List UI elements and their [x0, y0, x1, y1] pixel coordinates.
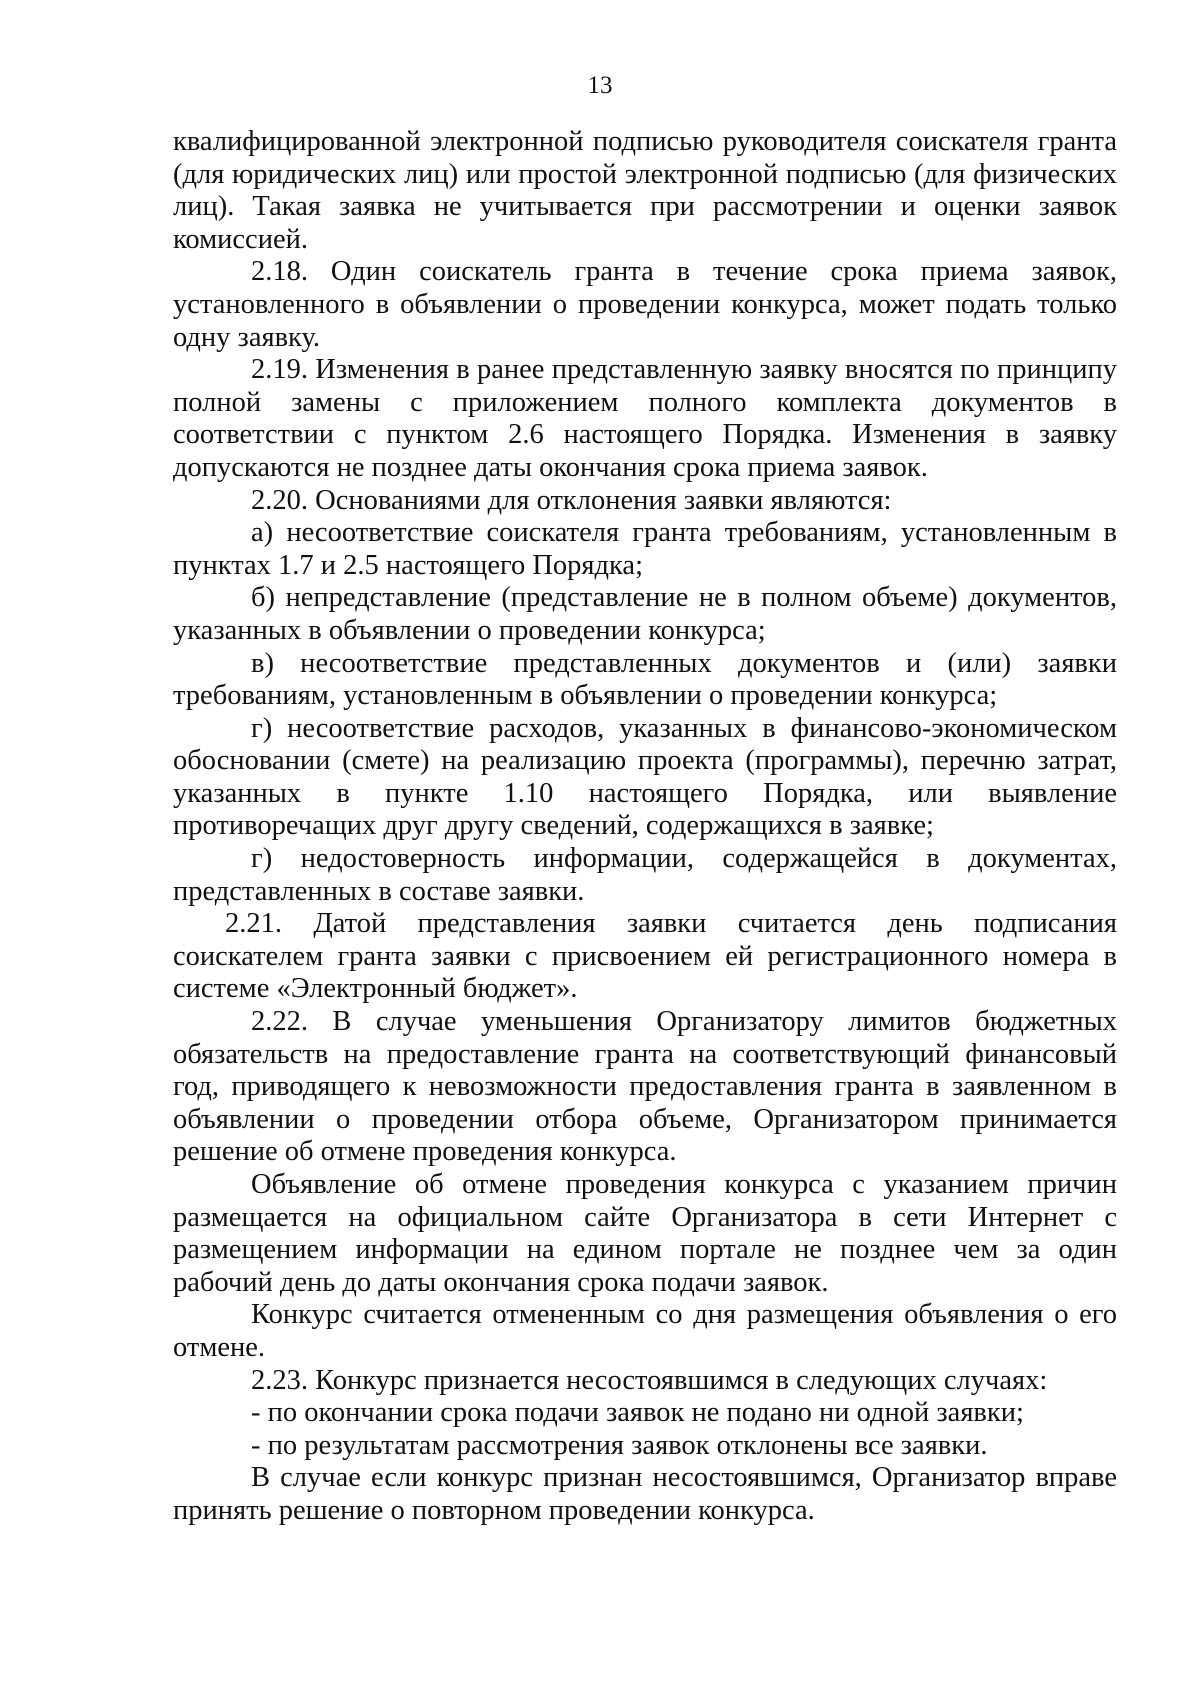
paragraph-2-20: 2.20. Основаниями для отклонения заявки являются: [251, 484, 892, 516]
paragraph-2-23-case-1: - по окончании срока подачи заявок не подано ни одной заявки; [251, 1397, 1024, 1429]
paragraph-2-20-v: в) несоответствие представленных документов и (или) заявки требованиям, установленным в объявлении о проведении конкурса; [173, 647, 1117, 712]
paragraph-2-20-a: а) несоответствие соискателя гранта требованиям, установленным в пунктах 1.7 и 2.5 настоящего Порядка; [173, 517, 1117, 581]
paragraph-2-20-g-second: г) недостоверность информации, содержащейся в документах, представленных в составе заявки. [173, 843, 1117, 907]
document-body [173, 126, 1117, 1528]
paragraph-repeat-contest: В случае если конкурс признан несостоявшимся, Организатор вправе принять решение о повторном проведении конкурса. [173, 1462, 1117, 1526]
paragraph-2-21: 2.21. Датой представления заявки считается день подписания соискателем гранта заявки с присвоением ей регистрационного номера в системе «Электронный бюджет». [173, 908, 1117, 1005]
paragraph-2-20-g: г) несоответствие расходов, указанных в финансово-экономическом обосновании (смете) на реализацию проекта (программы), перечню затрат, указанных в пункте 1.10 настоящего Порядка, или выявление противоречащих друг другу сведений, содержащихся в заявке; [173, 712, 1117, 842]
page-number: 13 [587, 72, 613, 99]
paragraph-2-20-b: б) непредставление (представление не в полном объеме) документов, указанных в объявлении о проведении конкурса; [173, 582, 1117, 646]
paragraph-2-23-case-2: - по результатам рассмотрения заявок отклонены все заявки. [251, 1429, 988, 1461]
paragraph-2-19: 2.19. Изменения в ранее представленную заявку вносятся по принципу полной замены с приложением полного комплекта документов в соответствии с пунктом 2.6 настоящего Порядка. Изменения в заявку допускаются не позднее даты окончания срока приема заявок. [173, 354, 1117, 483]
paragraph-2-23: 2.23. Конкурс признается несостоявшимся в следующих случаях: [251, 1364, 1048, 1396]
paragraph-cancellation-effective: Конкурс считается отмененным со дня размещения объявления о его отмене. [173, 1299, 1117, 1363]
paragraph-2-18: 2.18. Один соискатель гранта в течение срока приема заявок, установленного в объявлении о проведении конкурса, может подать только одну заявку. [173, 256, 1117, 353]
paragraph-cancellation-notice: Объявление об отмене проведения конкурса с указанием причин размещается на официальном сайте Организатора в сети Интернет с размещением информации на едином портале не позднее чем за один рабочий день до даты окончания срока подачи заявок. [173, 1169, 1117, 1298]
paragraph-2-22: 2.22. В случае уменьшения Организатору лимитов бюджетных обязательств на предоставление гранта на соответствующий финансовый год, приводящего к невозможности предоставления гранта в заявленном в объявлении о проведении отбора объеме, Организатором принимается решение об отмене проведения конкурса. [173, 1006, 1117, 1168]
paragraph-signature-continuation: квалифицированной электронной подписью руководителя соискателя гранта (для юридических лиц) или простой электронной подписью (для физических лиц). Такая заявка не учитывается при рассмотрении и оценки заявок комиссией. [173, 126, 1117, 255]
